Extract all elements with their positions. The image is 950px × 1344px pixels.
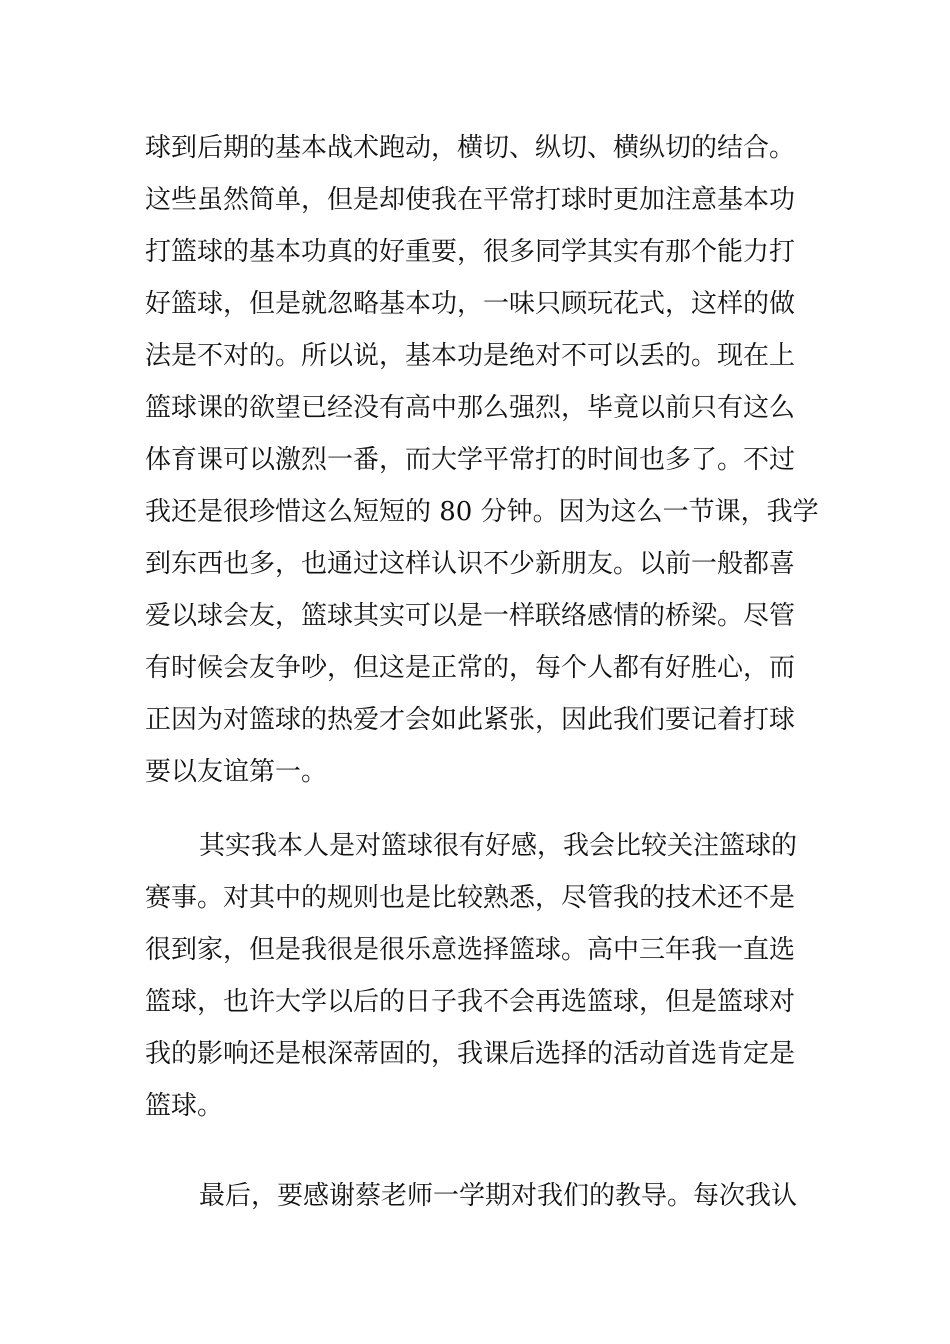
text-line: 这些虽然简单，但是却使我在平常打球时更加注意基本功 xyxy=(145,185,796,215)
paragraph-1 xyxy=(145,122,819,798)
text-line: 爱以球会友，篮球其实可以是一样联络感情的桥梁。尽管 xyxy=(145,601,796,631)
text-line: 法是不对的。所以说，基本功是绝对不可以丢的。现在上 xyxy=(145,341,796,371)
paragraph-2 xyxy=(145,820,815,1132)
text-line: 打篮球的基本功真的好重要，很多同学其实有那个能力打 xyxy=(145,237,796,267)
text-line: 我还是很珍惜这么短短的 80 分钟。因为这么一节课，我学 xyxy=(145,497,819,527)
text-line: 篮球。 xyxy=(145,1091,224,1121)
text-line: 很到家，但是我很是很乐意选择篮球。高中三年我一直选 xyxy=(145,935,796,965)
text-line: 篮球，也许大学以后的日子我不会再选篮球，但是篮球对 xyxy=(145,987,796,1017)
text-line: 正因为对篮球的热爱才会如此紧张，因此我们要记着打球 xyxy=(145,705,796,735)
text-line: 到东西也多，也通过这样认识不少新朋友。以前一般都喜 xyxy=(145,549,796,579)
text-line: 篮球课的欲望已经没有高中那么强烈，毕竟以前只有这么 xyxy=(145,393,796,423)
text-line: 要以友谊第一。 xyxy=(145,757,328,787)
paragraph-3 xyxy=(145,1170,815,1222)
text-line: 最后，要感谢蔡老师一学期对我们的教导。每次我认 xyxy=(199,1181,798,1211)
text-line: 球到后期的基本战术跑动，横切、纵切、横纵切的结合。 xyxy=(145,133,796,163)
text-line: 我的影响还是根深蒂固的，我课后选择的活动首选肯定是 xyxy=(145,1039,796,1069)
text-line: 有时候会友争吵，但这是正常的，每个人都有好胜心，而 xyxy=(145,653,796,683)
text-line: 体育课可以激烈一番，而大学平常打的时间也多了。不过 xyxy=(145,445,796,475)
text-line: 其实我本人是对篮球很有好感，我会比较关注篮球的 xyxy=(199,831,798,861)
text-line: 赛事。对其中的规则也是比较熟悉，尽管我的技术还不是 xyxy=(145,883,796,913)
text-line: 好篮球，但是就忽略基本功，一味只顾玩花式，这样的做 xyxy=(145,289,796,319)
